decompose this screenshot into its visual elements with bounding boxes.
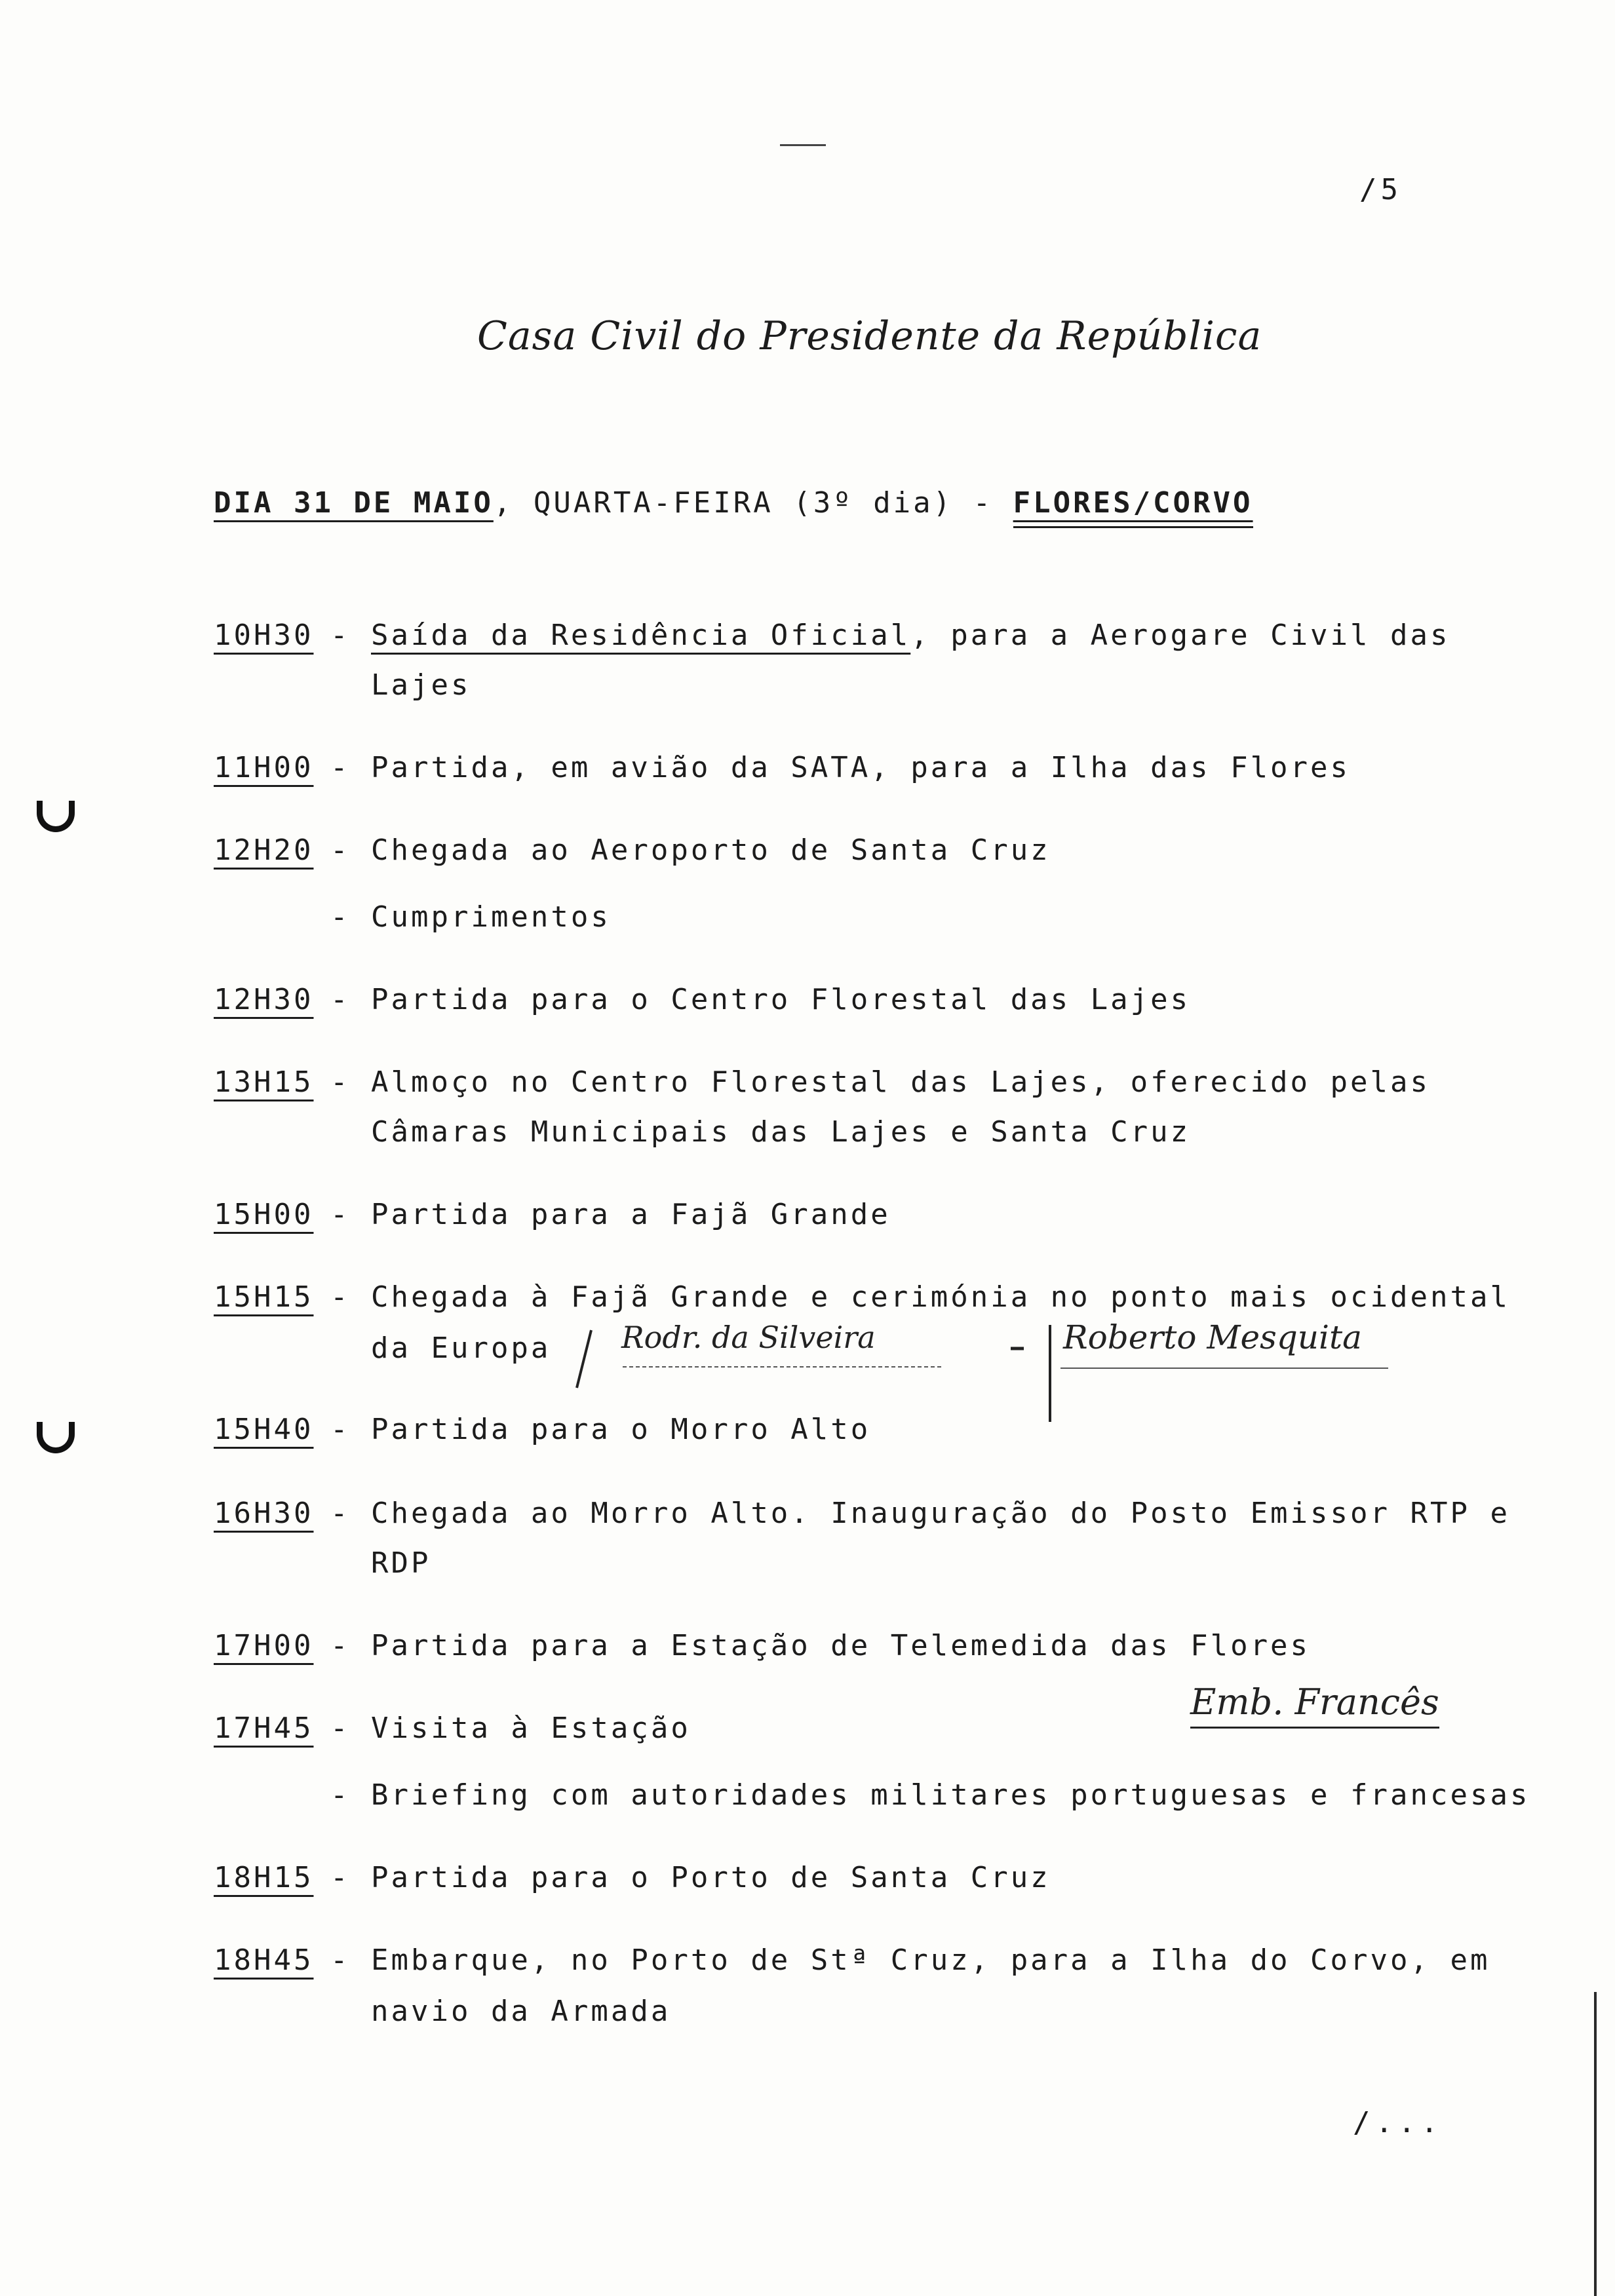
- punch-hole-top: [37, 801, 75, 832]
- header-date: DIA 31 DE MAIO: [214, 486, 494, 520]
- time-15h15: 15H15: [214, 1280, 314, 1314]
- entry-13h15-line1: Almoço no Centro Florestal das Lajes, oferecido pelas: [371, 1065, 1430, 1099]
- punch-hole-bottom: [37, 1422, 75, 1453]
- page-edge-line: [1594, 1992, 1597, 2296]
- dash: -: [330, 1280, 351, 1314]
- time-11h00: 11H00: [214, 751, 314, 784]
- handwritten-note-silveira: Rodr. da Silveira: [621, 1320, 876, 1355]
- entry-13h15-line2: Câmaras Municipais das Lajes e Santa Cruz: [371, 1115, 1191, 1149]
- entry-18h15: Partida para o Porto de Santa Cruz: [371, 1861, 1051, 1894]
- time-15h00: 15H00: [214, 1198, 314, 1231]
- entry-10h30-line1: [371, 621, 1450, 650]
- dash: -: [330, 833, 351, 867]
- entry-18h45-line1: Embarque, no Porto de Stª Cruz, para a Ilha do Corvo, em: [371, 1943, 1490, 1977]
- letterhead: Casa Civil do Presidente da República: [477, 313, 1262, 359]
- handwritten-note-mesquita: Roberto Mesquita: [1063, 1318, 1362, 1356]
- entry-15h00: Partida para a Fajã Grande: [371, 1198, 891, 1231]
- dash: -: [330, 1943, 351, 1977]
- entry-17h45: Visita à Estação: [371, 1712, 691, 1745]
- entry-11h00: Partida, em avião da SATA, para a Ilha das Flores: [371, 751, 1351, 784]
- entry-cumprimentos: Cumprimentos: [371, 900, 611, 934]
- entry-12h30: Partida para o Centro Florestal das Lajes: [371, 983, 1191, 1016]
- dash: -: [330, 751, 351, 784]
- time-17h00: 17H00: [214, 1629, 314, 1662]
- dash: -: [330, 1778, 351, 1812]
- entry-18h45-line2: navio da Armada: [371, 1995, 671, 2028]
- dash: -: [330, 1198, 351, 1231]
- entry-16h30-line2: RDP: [371, 1546, 431, 1580]
- page-number: /5: [1359, 173, 1402, 206]
- entry-10h30-line2: Lajes: [371, 668, 471, 702]
- time-12h30: 12H30: [214, 983, 314, 1016]
- time-16h30: 16H30: [214, 1497, 314, 1530]
- top-mark: [780, 144, 826, 146]
- slash-stroke: [577, 1330, 591, 1388]
- time-13h15: 13H15: [214, 1065, 314, 1099]
- dash: -: [330, 900, 351, 934]
- dash: -: [330, 1712, 351, 1745]
- time-10h30: 10H30: [214, 619, 314, 652]
- continuation-mark: /...: [1353, 2106, 1443, 2139]
- dash: -: [330, 619, 351, 652]
- entry-12h20: Chegada ao Aeroporto de Santa Cruz: [371, 833, 1051, 867]
- entry-16h30-line1: Chegada ao Morro Alto. Inauguração do Posto Emissor RTP e: [371, 1497, 1510, 1530]
- dash: -: [330, 1497, 351, 1530]
- entry-10h30-rest: , para a Aerogare Civil das: [910, 619, 1450, 652]
- time-12h20: 12H20: [214, 833, 314, 867]
- entry-15h40: Partida para o Morro Alto: [371, 1413, 871, 1446]
- dash: -: [330, 1413, 351, 1446]
- entry-10h30-underlined: Saída da Residência Oficial: [371, 619, 911, 652]
- entry-briefing: Briefing com autoridades militares portuguesas e francesas: [371, 1778, 1530, 1812]
- time-15h40: 15H40: [214, 1413, 314, 1446]
- dash: -: [330, 1629, 351, 1662]
- time-17h45: 17H45: [214, 1712, 314, 1745]
- header-line: [214, 486, 1253, 520]
- header-location: FLORES/CORVO: [1013, 486, 1253, 528]
- header-weekday: , QUARTA-FEIRA (3º dia) -: [493, 486, 1013, 520]
- dash: -: [330, 983, 351, 1016]
- time-18h15: 18H15: [214, 1861, 314, 1894]
- handwritten-note-embaixador: Emb. Francês: [1190, 1681, 1439, 1729]
- entry-15h15-line2: da Europa: [371, 1331, 551, 1365]
- entry-15h15-line1: Chegada à Fajã Grande e cerimónia no ponto mais ocidental: [371, 1280, 1510, 1314]
- dash: -: [330, 1861, 351, 1894]
- dash: -: [330, 1065, 351, 1099]
- time-18h45: 18H45: [214, 1943, 314, 1977]
- entry-17h00: Partida para a Estação de Telemedida das Flores: [371, 1629, 1311, 1662]
